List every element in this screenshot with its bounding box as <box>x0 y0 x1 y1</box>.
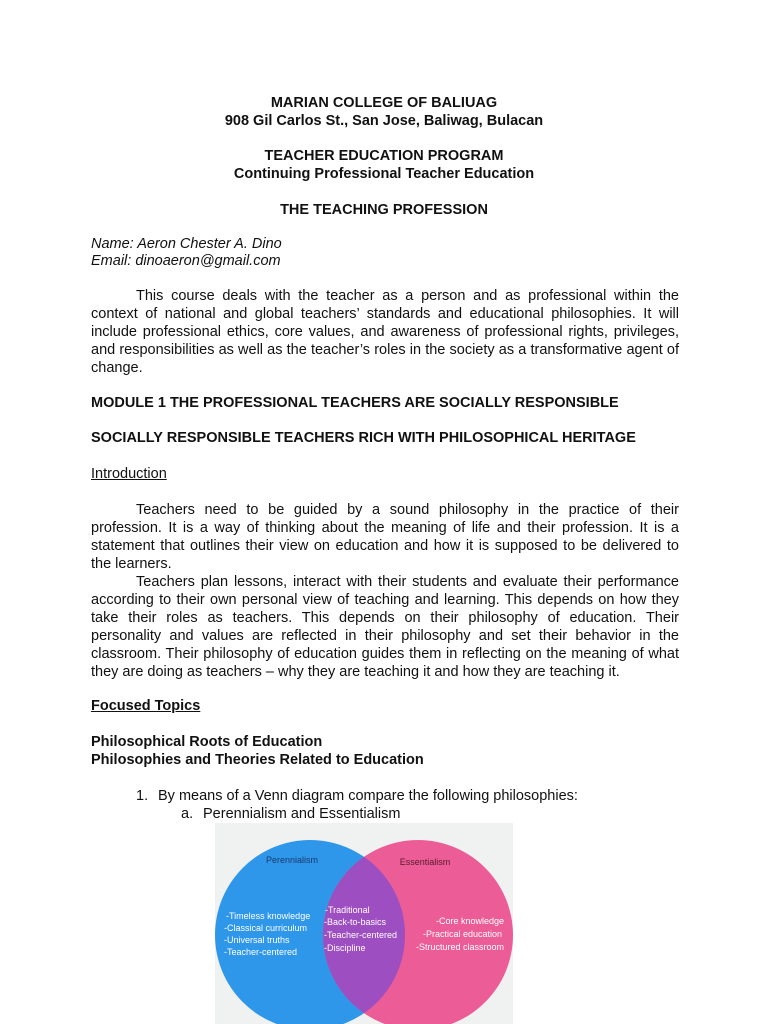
venn-left-title: Perennialism <box>265 855 319 865</box>
venn-left-item: -Universal truths <box>224 935 290 945</box>
college-name: MARIAN COLLEGE OF BALIUAG <box>270 95 498 111</box>
venn-diagram <box>215 823 513 1024</box>
venn-right-item: -Core knowledge <box>436 916 505 926</box>
topic-philosophies-theories: Philosophies and Theories Related to Education <box>91 752 424 768</box>
program-name: TEACHER EDUCATION PROGRAM <box>264 148 504 164</box>
venn-right-title: Essentialism <box>399 857 451 867</box>
venn-middle-item: -Teacher-centered <box>324 930 398 940</box>
task-sub-letter: a. <box>181 806 194 822</box>
course-description: This course deals with the teacher as a person and as professional within the context of national and global teachers’ standards and educational philosophies. It will include professional ethics, core values, and awareness of professional rights, privileges, and responsibilities as well as the teacher’s roles in the society as a transformative agent of change. <box>91 288 679 376</box>
introduction-heading: Introduction <box>91 466 167 482</box>
task-item-text: By means of a Venn diagram compare the following philosophies: <box>158 788 578 804</box>
task-sub-text: Perennialism and Essentialism <box>203 806 401 822</box>
focused-topics-heading: Focused Topics <box>91 698 201 714</box>
venn-left-item: -Timeless knowledge <box>226 911 311 921</box>
venn-left-item: -Teacher-centered <box>224 947 298 957</box>
lesson-title: SOCIALLY RESPONSIBLE TEACHERS RICH WITH PHILOSOPHICAL HERITAGE <box>91 430 636 446</box>
task-item-number: 1. <box>136 788 149 804</box>
topic-philosophical-roots: Philosophical Roots of Education <box>91 734 323 750</box>
venn-left-item: -Classical curriculum <box>224 923 308 933</box>
venn-middle-item: -Traditional <box>325 905 370 915</box>
college-address: 908 Gil Carlos St., San Jose, Baliwag, Bulacan <box>224 113 544 129</box>
venn-middle-item: -Back-to-basics <box>324 917 387 927</box>
subprogram-name: Continuing Professional Teacher Education <box>233 166 535 182</box>
student-email: Email: dinoaeron@gmail.com <box>91 253 281 269</box>
module-title: MODULE 1 THE PROFESSIONAL TEACHERS ARE SOCIALLY RESPONSIBLE <box>91 395 619 411</box>
student-name: Name: Aeron Chester A. Dino <box>91 236 282 252</box>
venn-middle-item: -Discipline <box>324 943 366 953</box>
introduction-paragraph-2: Teachers plan lessons, interact with their students and evaluate their performance according to their own personal view of teaching and learning. This depends on how they take their roles as teachers. This depends on their philosophy of education. Their personality and values are reflected in their philosophy and set their behavior in the classroom. Their philosophy of education guides them in reflecting on the meaning of what they are doing as teachers – why they are teaching it and how they are teaching it. <box>91 574 679 680</box>
venn-right-item: -Practical education <box>423 929 503 939</box>
course-title: THE TEACHING PROFESSION <box>280 202 488 218</box>
introduction-paragraph-1: Teachers need to be guided by a sound philosophy in the practice of their profession. It is a way of thinking about the meaning of life and their profession. It is a statement that outlines their view on education and how it is supposed to be delivered to the learners. <box>91 502 679 572</box>
venn-right-item: -Structured classroom <box>416 942 505 952</box>
